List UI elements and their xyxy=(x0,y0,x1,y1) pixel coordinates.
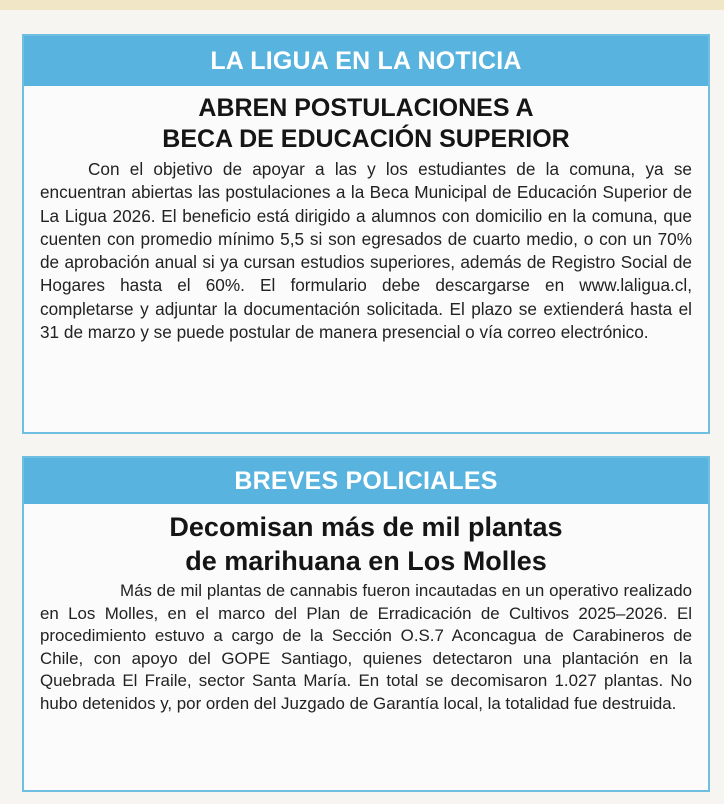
article-headline xyxy=(24,504,708,578)
section-banner: BREVES POLICIALES xyxy=(24,458,708,504)
headline-line-1: Decomisan más de mil plantas xyxy=(169,512,563,542)
article-body: Con el objetivo de apoyar a las y los estudiantes de la comuna, ya se encuentran abiertas las postulaciones a la Beca Municipal de Educación Superior de La Ligua 2026. El beneficio está dirigido a alumnos con domicilio en la comuna, que cuenten con promedio mínimo 5,5 si son egresados de cuarto medio, o con un 70% de aprobación anual si ya cursan estudios superiores, además de Registro Social de Hogares hasta el 60%. El formulario debe descargarse en www.laligua.cl, completarse y adjuntar la documentación solicitada. El plazo se extienderá hasta el 31 de marzo y se puede postular de manera presencial o vía correo electrónico. xyxy=(40,159,692,343)
news-box-la-ligua xyxy=(22,34,710,434)
headline-line-2: BECA DE EDUCACIÓN SUPERIOR xyxy=(162,125,570,153)
headline-line-2: de marihuana en Los Molles xyxy=(185,546,547,576)
article-body: Más de mil plantas de cannabis fueron incautadas en un operativo realizado en Los Molles, en el marco del Plan de Erradicación de Cultivos 2025–2026. El procedimiento estuvo a cargo de la Sección O.S.7 Aconcagua de Carabineros de Chile, con apoyo del GOPE Santiago, quienes detectaron una plantación en la Quebrada El Fraile, sector Santa María. En total se decomisaron 1.027 plantas. No hubo detenidos y, por orden del Juzgado de Garantía local, la totalidad fue destruida. xyxy=(40,581,692,713)
top-color-strip xyxy=(0,0,724,10)
section-banner: LA LIGUA EN LA NOTICIA xyxy=(24,36,708,86)
news-box-breves-policiales xyxy=(22,456,710,792)
headline-line-1: ABREN POSTULACIONES A xyxy=(198,94,534,122)
article-headline xyxy=(24,86,708,155)
